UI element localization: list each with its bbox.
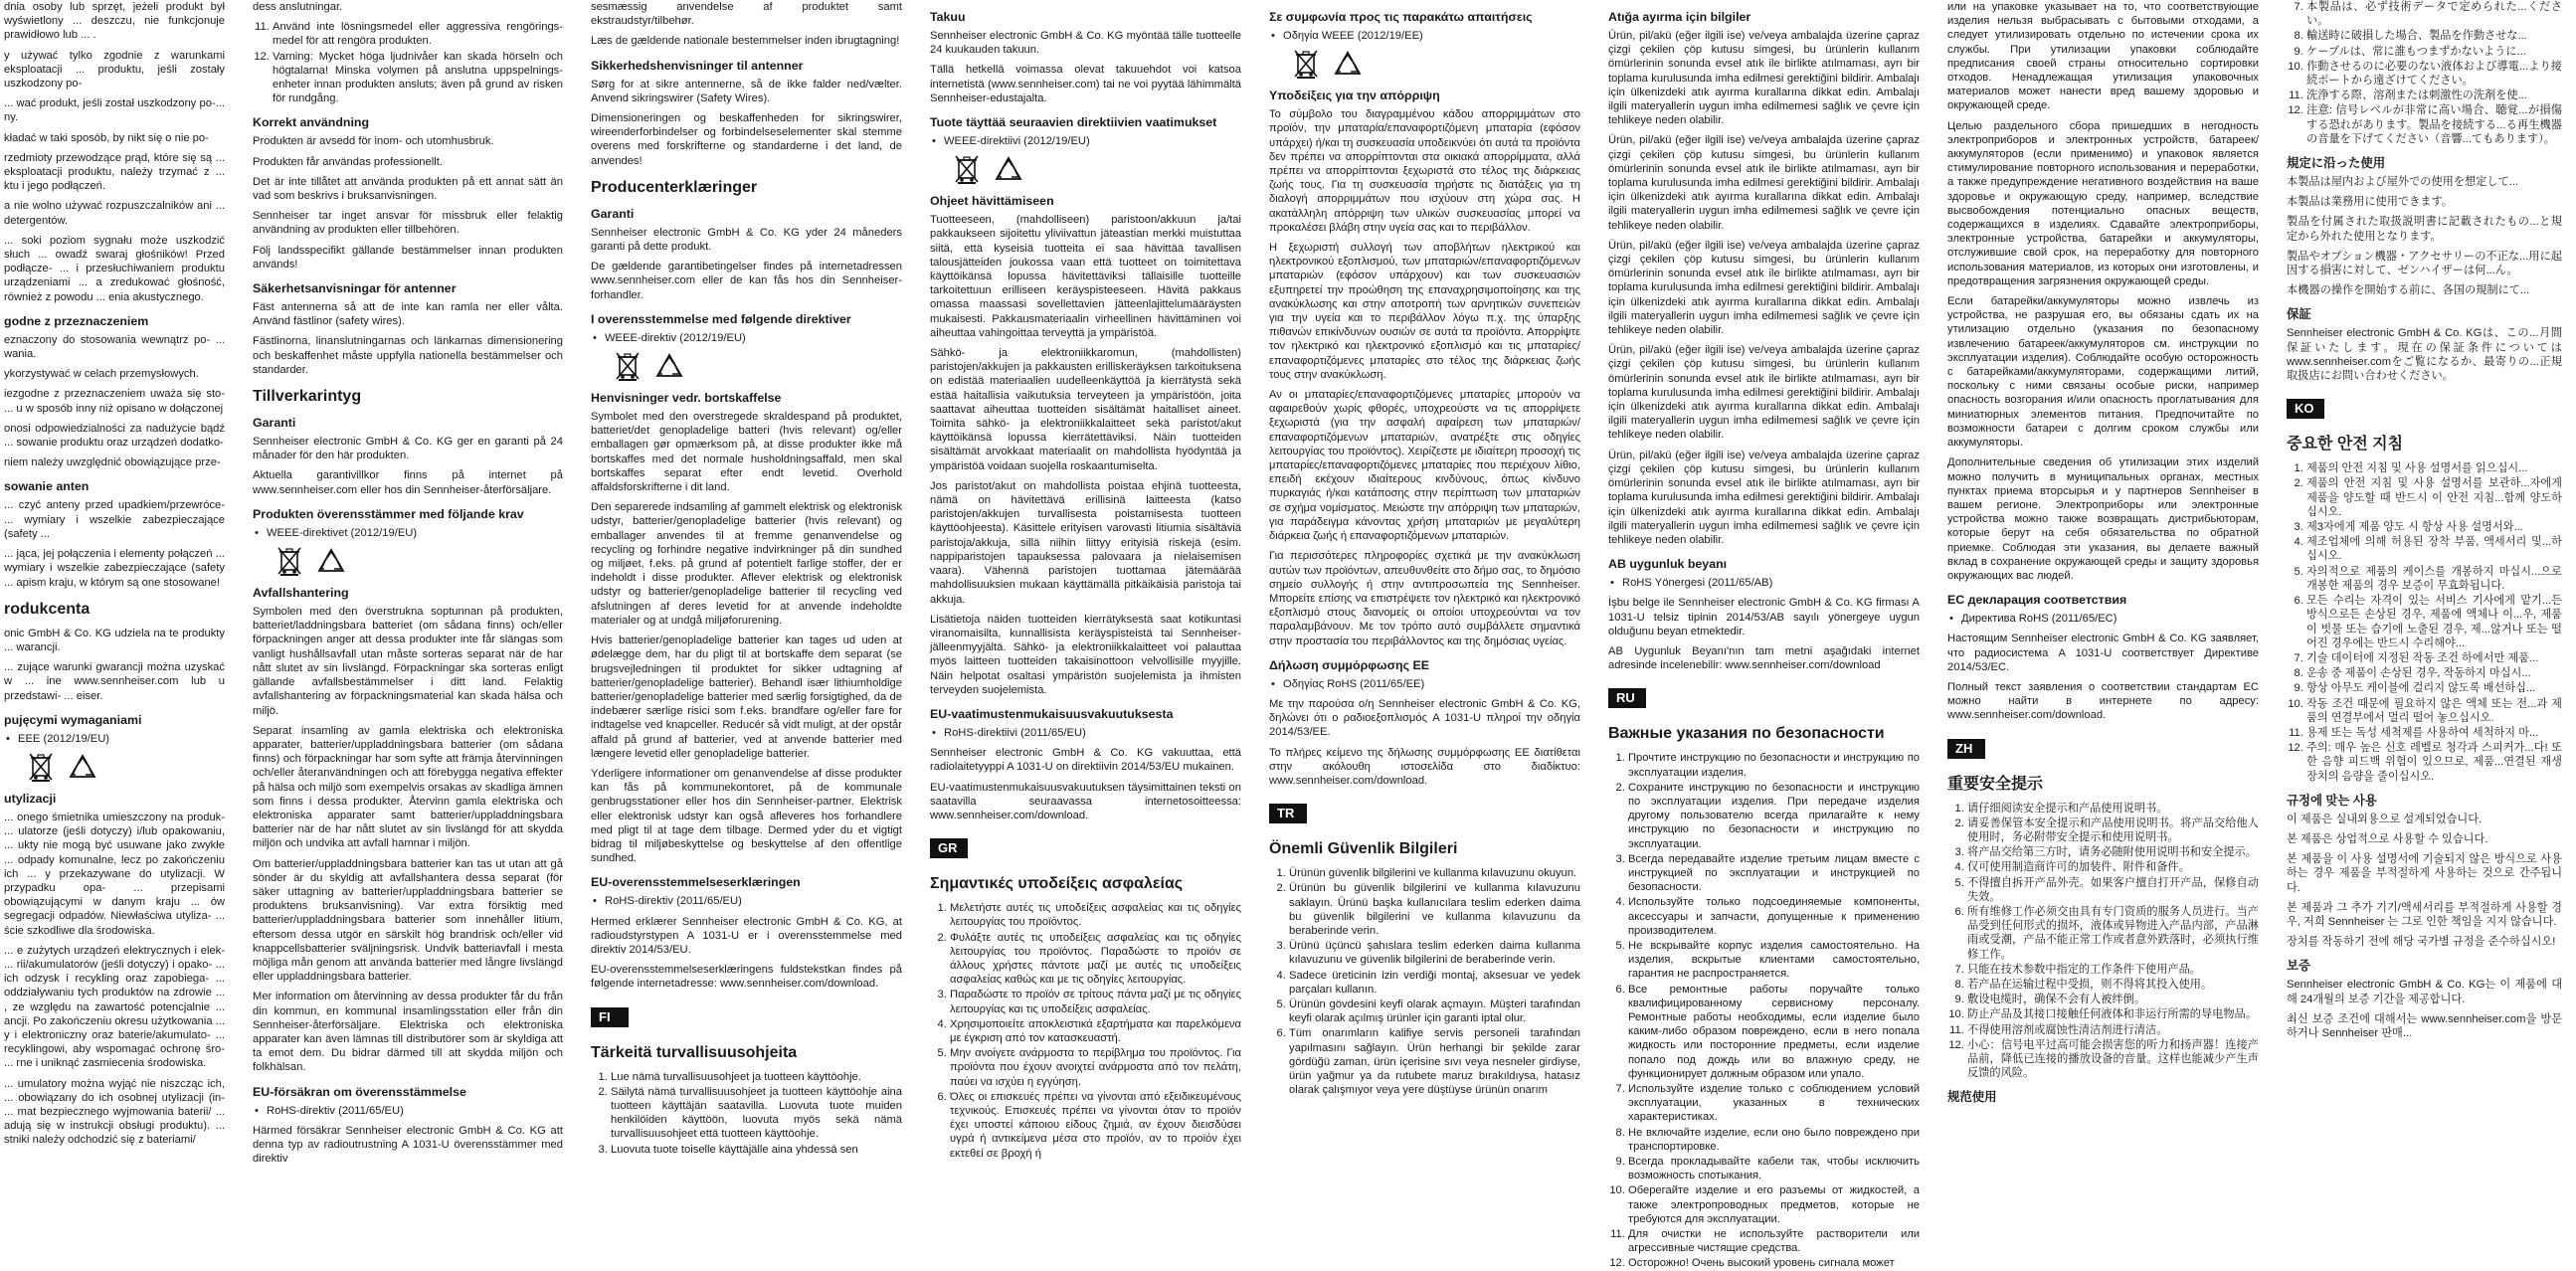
section-heading: pujęcymi wymaganiami — [4, 712, 142, 727]
list-item: 7. 기술 데이터에 지정된 작동 조건 하에서만 제품... — [2306, 651, 2562, 665]
paragraph: ... soki poziom sygnału może uszkodzić słuch ... owadź swaraj głośników! Przed podłącze- ... i przesłuchiwaniem produktu urządzeniami ... a zredukować głośność, również z powodu ... enia akustycznego. — [4, 234, 225, 303]
paragraph: Ürün, pil/akü (eğer ilgili ise) ve/veya ambalajda üzerine çapraz çizgi çekilen çöp kutusu simgesi, bu ürünlerin kullanım ömürlerinin sonunda evsel atık ile birlikte atılmaması, ayrı bir toplama kurulusunda imha edilmesi gerektiğini bildirir. Ambalajı için ülkenizdeki atık ayırma kurallarına dikkat edin. Ambalajı ilgili materyallerin uygun imha edilmemesi sağlık ve çevre için tehlikeye neden olabilir. — [1608, 239, 1920, 337]
list-item: • Директива RoHS (2011/65/ЕС) — [1961, 612, 2259, 626]
language-code-label: TR — [1269, 804, 1307, 823]
list-item: 2. Φυλάξτε αυτές τις υποδείξεις ασφαλείας και τις οδηγίες λειτουργίας του προϊόντος. Παραδώστε το προϊόν σε άλλους χρήστες πάντοτε μαζί με αυτές τις υποδείξεις ασφαλείας καθώς και με τις οδηγίες λειτουργίας. — [950, 931, 1241, 988]
numbered-list — [2287, 461, 2562, 783]
list-item: 7. Используйте изделие только с соблюдением условий эксплуатации, указанных в технических характеристиках. — [1628, 1082, 1920, 1125]
paragraph: Sennheiser electronic GmbH & Co. KG ger en garanti på 24 månader för den här produkten. — [253, 436, 563, 462]
list-item: 4. Используйте только подсоединяемые компоненты, аксессуары и запчасти, допущенные к применению производителем. — [1628, 895, 1920, 938]
list-item: 8. 운송 중 제품이 손상된 경우, 작동하지 마십시... — [2306, 666, 2562, 680]
crossed-bin-icon — [615, 351, 641, 381]
list-item: 10. 作動させるのに必要のない液体および導電...より接続ポートから遠ざけてください。 — [2306, 60, 2562, 88]
section-heading: EU-försäkran om överensstämmelse — [253, 1084, 466, 1099]
paragraph: Mer information om återvinning av dessa produkter får du från din kommun, en kommunal insamlingsstation eller från din Sennheiser-återförsäljare. Elektriska och elektroniska apparater kan även lämnas till distributörer som är skyldiga att ta emot dem. Du bidrar därmed till att skydda miljön och folkhälsan. — [253, 991, 563, 1074]
bullet-list — [591, 894, 902, 908]
paragraph: Separat insamling av gamla elektriska och elektroniska apparater, batterier/uppladdningsbara batterier (om sådana finns) och förpackningar har som syfte att främja återvinningen och/eller återanvändningen och att förebygga negativa effekter på hälsa och miljö som exempelvis orsakas av skadliga ämnen som finns i dessa produkter. Återvinn gamla elektriska och elektroniska apparater samt batterier/uppladdningsbara batterier när de har nått slutet av sin livslängd för att skydda miljön och undvika att avfall hamnar i miljön. — [253, 724, 563, 850]
language-section-marker — [591, 998, 902, 1033]
paragraph: Sennheiser tar inget ansvar för missbruk eller felaktig användning av produkten eller tillbehören. — [253, 210, 563, 237]
disposal-symbols — [276, 546, 563, 576]
section-heading: Avfallshantering — [253, 586, 349, 601]
list-item: 7. 本製品は、必ず技術データで定められた...ください。 — [2306, 0, 2562, 28]
list-item: 12. Varning: Mycket höga ljudnivåer kan skada hörseln och högtalarna! Minska volymen på anslutna uppspelnings-enheter innan produkten ansluts; även på grund av risken för rundgång. — [273, 50, 563, 106]
list-item: 5. Ürünün gövdesini keyfi olarak açmayın. Müşteri tarafından keyfi olarak açılmış ürünler için garanti iptal olur. — [1289, 998, 1580, 1025]
paragraph: 본 제품을 이 사용 설명서에 기술되지 않은 방식으로 사용하는 경우 제품을 부적절하게 사용하는 것으로 간주됩니다. — [2287, 853, 2562, 894]
section-heading: Önemli Güvenlik Bilgileri — [1269, 840, 1458, 858]
paragraph: eznaczony do stosowania wewnątrz po- ... wania. — [4, 333, 225, 361]
crossed-bin-icon — [276, 546, 302, 576]
paragraph: Ürün, pil/akü (eğer ilgili ise) ve/veya ambalajda üzerine çapraz çizgi çekilen çöp kutusu simgesi, bu ürünlerin kullanım ömürlerinin sonunda evsel atık ile birlikte atılmaması, ayrı bir toplama kurulusunda imha edilmesi gerektiğini bildirir. Ambalajı için ülkenizdeki atık ayırma kurallarına dikkat edin. Ambalajı ilgili materyallerin uygun imha edilmemesi sağlık ve çevre için tehlikeye neden olabilir. — [1608, 344, 1920, 442]
paragraph: Για περισσότερες πληροφορίες σχετικά με την ανακύκλωση αυτών των προϊόντων, απευθυνθείτε στο δήμο σας, το δημόσιο σημείο συλλογής ή στην αντιπροσωπεία της Sennheiser. Μπορείτε επίσης να επιστρέψετε τον ηλεκτρικό και ηλεκτρονικό εξοπλισμό στους διανομείς οι οποίοι υποχρεούνται να τον παραλαμβάνουν. Με τον τρόπο αυτό συμβάλλετε σημαντικά στην προστασία του περιβάλλοντος και της δημόσιας υγείας. — [1269, 550, 1580, 647]
paragraph: Με την παρούσα ο/η Sennheiser electronic GmbH & Co. KG, δηλώνει ότι ο ραδιοεξοπλισμός A 1031-U πληροί την οδηγία 2014/53/ΕΕ. — [1269, 697, 1580, 739]
disposal-symbols — [954, 154, 1241, 184]
section-heading: sowanie anten — [4, 479, 90, 494]
paragraph: Aktuella garantivillkor finns på internet på www.sennheiser.com eller hos din Sennheiser-återförsäljare. — [253, 469, 563, 496]
list-item: 12. Осторожно! Очень высокий уровень сигнала может — [1628, 1256, 1920, 1270]
section-heading: Важные указания по безопасности — [1608, 725, 1885, 743]
bullet-list — [1947, 612, 2259, 626]
column-danish — [577, 0, 916, 1171]
language-section-marker — [1269, 794, 1580, 829]
list-item: 9. Всегда прокладывайте кабели так, чтобы исключить возможность спотыкания. — [1628, 1155, 1920, 1182]
list-item: 2. 请妥善保管本安全提示和产品使用说明书。将产品交给他人使用时，务必附带安全提示和使用说明书。 — [1967, 817, 2259, 844]
recycle-triangle-icon — [654, 352, 684, 380]
language-code-label: RU — [1608, 688, 1646, 708]
paragraph: Fästlinorna, linanslutningarnas och länkarnas dimensionering och beskaffenhet måste uppfylla nationella bestämmelser och standarder. — [253, 335, 563, 376]
list-item: 4. Χρησιμοποιείτε αποκλειστικά εξαρτήματα και παρελκόμενα με έγκριση από τον κατασκευαστή. — [950, 1017, 1241, 1045]
list-item: 9. ケーブルは、常に誰もつまずかないように... — [2306, 45, 2562, 59]
paragraph: Om batterier/uppladdningsbara batterier kan tas ut utan att gå sönder är du skyldig att avfallshantera dessa separat (för säker uttagning av batterier/uppladdningsbara batterier se produktens bruksanvisning). Var extra försiktig med batterier/uppladdningsbara batterier som innehåller litium, eftersom dessa utgör en särskilt hög brandrisk och/eller vid knappcellsbatterier sväljningsrisk. Undvik batteriavfall i mesta möjliga mån genom att använda batterier med långre livslängd eller uppladdningsbara batterier. — [253, 857, 563, 984]
list-item: 3. Παραδώστε το προϊόν σε τρίτους πάντα μαζί με τις οδηγίες λειτουργίας και τις υποδείξεις ασφαλείας. — [950, 988, 1241, 1015]
paragraph: Целью раздельного сбора пришедших в негодность электроприборов и электронных устройств, батареек/аккумуляторов (если применимо) и упаковок является стимулирование повторного использования и переработки, а также предупреждение негативного воздействия на ваше здоровье и окружающую среду, например, вследствие высвобождения потенциально опасных веществ, содержащихся в изделиях. Сдавайте электроприборы, электронные устройства, батарейки и аккумуляторы, отслужившие свой срок, на переработку для повторного использования материалов, из которых они изготовлены, и предотвращения загрязнения окружающей среды. — [1947, 119, 2259, 287]
paragraph: Följ landsspecifikt gällande bestämmelser innan produkten används! — [253, 244, 563, 271]
bullet-list — [1608, 576, 1920, 590]
language-section-marker — [2287, 389, 2562, 425]
section-heading: 규정에 맞는 사용 — [2287, 793, 2377, 808]
list-item: 5. 不得擅自拆开产品外壳。如果客户擅自打开产品，保修自动失效。 — [1967, 876, 2259, 904]
paragraph: 製品やオプション機器・アクセサリーの不正な...用に起因する損害に対して、ゼンハイザーは何...ん。 — [2287, 250, 2562, 277]
section-heading: Tillverkarintyg — [253, 388, 362, 406]
numbered-list — [2287, 0, 2562, 146]
section-heading: 規定に沿った使用 — [2287, 156, 2386, 171]
paragraph: ... jąca, jej połączenia i elementy połączeń ... wymiary i wszelkie zabezpieczające (safety ... apism kraju, w którym są one stosowane! — [4, 548, 225, 589]
list-item: 6. 所有维修工作必须交由具有专门资质的服务人员进行。当产品受到任何形式的损坏，液体或异物进入产品内部，产品淋雨或受潮，产品不能正常工作或者意外跌落时，必须执行维修工作。 — [1967, 905, 2259, 962]
paragraph: a nie wolno używać rozpuszczalników ani ... detergentów. — [4, 200, 225, 227]
section-heading: Säkerhetsanvisningar för antenner — [253, 281, 457, 296]
list-item: 9. 敷设电缆时，确保不会有人被绊倒。 — [1967, 993, 2259, 1006]
crossed-bin-icon — [1293, 49, 1319, 79]
list-item: 12. 注意: 信号レベルが非常に高い場合、聴覚...が損傷する恐れがあります。製品を接続する...る再生機器の音量を下げてください（音響...てもあります）。 — [2306, 103, 2562, 146]
list-item: 10. Оберегайте изделие и его разъемы от жидкостей, а также электропроводных предметов, которые не требуются для эксплуатации. — [1628, 1183, 1920, 1226]
numbered-list — [591, 1070, 902, 1157]
language-code-label: GR — [930, 838, 968, 858]
paragraph: ... umulatory można wyjąć nie niszcząc ich, ... obowiązany do ich osobnej utylizacji (in- ... mat bezpiecznego wyjmowania baterii/ ... adują się w instrukcji obsługi produktu). ... stniki należy odchodzić się z bateriami/ — [4, 1077, 225, 1147]
column-russian-chinese — [1933, 0, 2273, 1171]
section-heading: Tärkeitä turvallisuusohjeita — [591, 1043, 798, 1061]
crossed-bin-icon — [28, 752, 54, 782]
section-heading: EU-vaatimustenmukaisuusvakuutuksesta — [930, 706, 1174, 721]
bullet-list — [4, 732, 225, 746]
section-heading: godne z przeznaczeniem — [4, 313, 149, 328]
column-polish — [0, 0, 239, 1171]
paragraph: EU-vaatimustenmukaisuusvakuutuksen täysimittainen teksti on saatavilla seuraavassa internetosoitteessa: www.sennheiser.com/download. — [930, 781, 1241, 821]
paragraph: EU-overensstemmelseserklæringens fuldstekstkan findes på følgende internetadresse: www.sennheiser.com/download. — [591, 964, 902, 991]
paragraph: 本製品は業務用に使用できます。 — [2287, 196, 2453, 209]
numbered-list — [1947, 802, 2259, 1081]
section-heading: Υποδείξεις για την απόρριψη — [1269, 89, 1440, 103]
paragraph: 본 제품은 상업적으로 사용할 수 있습니다. — [2287, 832, 2488, 845]
bullet-list — [253, 1104, 563, 1118]
column-swedish — [239, 0, 577, 1171]
section-heading: ЕС декларация соответствия — [1947, 593, 2127, 608]
paragraph: Tällä hetkellä voimassa olevat takuuehdot voi katsoa internetistä (www.sennheiser.com) tai ne voi pyytää lähimmältä Sennheiser-edustajalta. — [930, 64, 1241, 104]
paragraph: Полный текст заявления о соответствии стандартам ЕС можно найти в интернете по адресу: www.sennheiser.com/download. — [1947, 680, 2259, 722]
paragraph: AB Uygunluk Beyanı'nın tam metni aşağıdaki internet adresinde incelenebilir: www.sennheiser.com/download — [1608, 644, 1920, 672]
paragraph: onosi odpowiedzialności za nadużycie bądź ... sowanie produktu oraz urządzeń dodatko- — [4, 422, 225, 450]
list-item: 11. Använd inte lösningsmedel eller aggressiva rengörings-medel för att rengöra produkten. — [273, 20, 563, 48]
list-item: 8. Не включайте изделие, если оно было повреждено при транспортировке. — [1628, 1126, 1920, 1154]
list-item: 11. 용제 또는 독성 세척제를 사용하여 세척하지 마... — [2306, 726, 2562, 740]
paragraph: Sennheiser electronic GmbH & Co. KGは、この...月間保証いたします。現在の保証条件についてはwww.sennheiser.comをご覧になるか、最寄りの...正規取扱店にお問い合わせください。 — [2287, 327, 2562, 383]
list-item: 3. 제3자에게 제품 양도 시 항상 사용 설명서와... — [2306, 520, 2562, 534]
recycle-triangle-icon — [316, 547, 346, 575]
numbered-list — [253, 20, 563, 105]
paragraph: dnia osoby lub sprzęt, jeżeli produkt był wyświetlony ... deszczu, nie funkcjonuje prawidłowo lub ... . — [4, 1, 225, 42]
paragraph: ... zujące warunki gwarancji można uzyskać w ... ine www.sennheiser.com lub u przedstawi- ... eiser. — [4, 661, 225, 702]
paragraph: Если батарейки/аккумуляторы можно извлечь из устройства, не разрушая его, вы обязаны сдать их на утилизацию отдельно (указания по безопасному извлечению батареек/аккумуляторов см. инструкции по эксплуатации изделия). Соблюдайте особую осторожность с батарейками/аккумуляторами, содержащими литий, поскольку с ними связаны особые риски, например опасность возгорания и/или опасность проглатывания для миниатюрных элементов питания. Предпочитайте по возможности батареи с долгим сроком службы или аккумуляторы. — [1947, 295, 2259, 450]
recycle-triangle-icon — [68, 753, 97, 781]
paragraph: Lisätietoja näiden tuotteiden kierrätyksestä saat kotikuntasi viranomaisilta, kunnallisista keräyspisteistä tai Sennheiser-jälleenmyyjältä. Sähkö- ja elektroniikkalaitteet voi palauttaa myös laitteen tuotteiden takaisinottoon velvollisille myyjille. Näin helpotat osaltasi ympäristön suojelemista ja ihmisten terveyden suojelemista. — [930, 613, 1241, 696]
section-heading: Ohjeet hävittämiseen — [930, 194, 1054, 209]
paragraph: ... e zużytych urządzeń elektrycznych i elek- ... rii/akumulatorów (jeśli dotyczy) i opako- ... ich odzysk i recykling oraz zapobiega- ... oddziaływaniu tych produktów na zdrowie ... , ze względu na zawartość potencjalnie ... ancji. Po zakończeniu okresu użytkowania ... y i elektroniczny oraz baterie/akumulato- ... recyklingowi, aby wspomagać ochronę śro- ... rne i uniknąć zasmiecenia środowiska. — [4, 944, 226, 1070]
disposal-symbols — [28, 752, 225, 782]
paragraph: 장치를 작동하기 전에 해당 국가별 규정을 준수하십시오! — [2287, 936, 2556, 949]
numbered-list — [1269, 866, 1580, 1097]
paragraph: Дополнительные сведения об утилизации этих изделий можно получить в муниципальных органах, местных пунктах приема вторсырья и у партнеров Sennheiser в вашем регионе. Электроприборы или электронные устройства можно также возвращать дистрибьюторам, которые берут на себя обязательства по обратной приемке. Соблюдая эти указания, вы делаете важный вклад в сохранение окружающей среды и защиту здоровья окружающих вас людей. — [1947, 456, 2259, 582]
section-heading: Δήλωση συμμόρφωσης ΕΕ — [1269, 657, 1430, 672]
paragraph: 이 제품은 실내외용으로 설계되었습니다. — [2287, 813, 2483, 825]
list-item: 6. 모든 수리는 자격이 있는 서비스 기사에게 맡기...든 방식으로든 손상된 경우, 제품에 액체나 이...우, 제품이 빗물 또는 습기에 노출된 경우, 제...않거나 또는 떨어진 경우에는 반드시 수리해야... — [2306, 594, 2562, 650]
list-item: 1. 제품의 안전 지침 및 사용 설명서를 읽으십시... — [2306, 461, 2562, 475]
paragraph: Yderligere informationer om genanvendelse af disse produkter kan fås på kommunekontoret, på de kommunale genbrugsstationer eller hos din Sennheiser-partner. Elektrisk eller elektronisk udstyr kan også afleveres hos forhandlere med pligt til at tage dem tilbage. Dermed yder du et vigtigt bidrag til miljøbeskyttelse og beskyttelse af den offentlige sundhed. — [591, 767, 902, 865]
list-item: 2. Ürünün bu güvenlik bilgilerini ve kullanma kılavuzunu saklayın. Ürünü başka kullanıcılara teslim ederken daima bu güvenlik bilgilerini ve kullanma kılavuzunu da beraberinde verin. — [1289, 881, 1580, 938]
paragraph: 本機器の操作を開始する前に、各国の規制にて... — [2287, 284, 2530, 297]
section-heading: Producenterklæringer — [591, 178, 758, 196]
paragraph: onic GmbH & Co. KG udziela na te produkty ... warancji. — [4, 627, 225, 653]
column-turkish-russian — [1594, 0, 1933, 1270]
paragraph: y używać tylko zgodnie z warunkami eksploatacji ... produktu, jeśli zostały uszkodzony po- — [4, 49, 225, 91]
paragraph: Ürün, pil/akü (eğer ilgili ise) ve/veya ambalajda üzerine çapraz çizgi çekilen çöp kutusu simgesi, bu ürünlerin kullanım ömürlerinin sonunda evsel atık ile birlikte atılmaması, ayrı bir toplama kurulusunda imha edilmesi gerektiğini bildirir. Ambalajı için ülkenizdeki atık ayırma kurallarına dikkat edin. Ambalajı ilgili materyallerin uygun imha edilmemesi sağlık ve çevre için tehlikeye neden olabilir. — [1608, 30, 1920, 127]
section-heading: Korrekt användning — [253, 115, 370, 130]
paragraph: iezgodne z przeznaczeniem uważa się sto- ... u w sposób inny niż opisano w dołączonej — [4, 388, 225, 415]
section-heading: Garanti — [591, 206, 635, 221]
paragraph: Symbolet med den overstregede skraldespand på produktet, batteriet/det genopladelige batteri (hvis relevant) og/eller emballagen gør opmærksom på, at disse produkter ikke må bortskaffes med det normale husholdningsaffald, men skal bortskaffes separat efter endt levetid. Overhold affaldsforskrifterne i dit land. — [591, 411, 902, 494]
bullet-list — [591, 331, 902, 345]
paragraph: Sørg for at sikre antennerne, så de ikke falder ned/vælter. Anvend sikringswirer (Safety Wires). — [591, 78, 902, 104]
paragraph: Sennheiser electronic GmbH & Co. KG yder 24 måneders garanti på dette produkt. — [591, 226, 902, 254]
disposal-symbols — [1293, 49, 1580, 79]
list-item: • RoHS-direktiv (2011/65/EU) — [267, 1104, 563, 1118]
paragraph: ... onego śmietnika umieszczony na produk- ... ulatorze (jeśli dotyczy) i/lub opakowaniu, ... ukty nie mogą być usuwane jako zwykłe ... odpady komunalne, lecz po zakończeniu ich ... y przekazywane do utylizacji. W przypadku opa- ... przepisami obowiązującymi w danym kraju ... ów segregacji odpadów. Niewłaściwa utyliza- ... ście szkodliwe dla środowiska. — [4, 811, 225, 937]
disposal-symbols — [615, 351, 902, 381]
list-item: 2. Сохраните инструкцию по безопасности и инструкцию по эксплуатации изделия. При передаче изделия другому пользователю всегда прилагайте к нему инструкцию по безопасности и инструкцию по эксплуатации. — [1628, 781, 1920, 851]
paragraph: Härmed försäkrar Sennheiser electronic GmbH & Co. KG att denna typ av radioutrustning A 1031-U överensstämmer med direktiv — [253, 1124, 563, 1166]
language-section-marker — [1608, 678, 1920, 714]
list-item: 1. Lue nämä turvallisuusohjeet ja tuotteen käyttöohje. — [611, 1070, 902, 1084]
paragraph: 本製品は屋内および屋外での使用を想定して... — [2287, 176, 2519, 189]
section-heading: Produkten överensstämmer med följande krav — [253, 506, 524, 521]
paragraph: Ürün, pil/akü (eğer ilgili ise) ve/veya ambalajda üzerine çapraz çizgi çekilen çöp kutusu simgesi, bu ürünlerin kullanım ömürlerinin sonunda evsel atık ile birlikte atılmaması, ayrı bir toplama kurulusunda imha edilmesi gerektiğini bildirir. Ambalajı için ülkenizdeki atık ayırma kurallarına dikkat edin. Ambalajı ilgili materyallerin uygun imha edilmemesi sağlık ve çevre için tehlikeye neden olabilir. — [1608, 134, 1920, 232]
paragraph: Το σύμβολο του διαγραμμένου κάδου απορριμμάτων στο προϊόν, την μπαταρία/επαναφορτιζόμενη μπαταρία (εφόσον υπάρχει) ή/και τη συσκευασία υποδεικνύει ότι αυτά τα προϊόντα δεν πρέπει να απορρίπτονται στα οικιακά απορρίμματα, αλλά πρέπει να απορρίπτονται ξεχωριστά στο τέλος της διάρκειας ζωής τους. Για τη συσκευασία τηρήστε τις διατάξεις για τη διαλογή απορριμμάτων που ισχύουν στη χώρα σας. Η ακατάλληλη απόρριψη των υλικών συσκευασίας μπορεί να προκαλέσει βλάβη στην υγεία σας και το περιβάλλον. — [1269, 108, 1580, 234]
list-item: 7. 只能在技术参数中指定的工作条件下使用产品。 — [1967, 963, 2259, 977]
paragraph: rzedmioty przewodzące prąd, które się są ... eksploatacji produktu, należy trzymać z ... ktu i jego podłączeń. — [4, 151, 225, 193]
list-item: 5. Μην ανοίγετε ανάρμοστα το περίβλημα του προϊόντος. Για προϊόντα που έχουν ανοιχτεί ανάρμοστα από τον πελάτη, παύει να ισχύει η εγγύηση. — [950, 1046, 1241, 1089]
language-code-label: FI — [591, 1007, 629, 1027]
bullet-list — [930, 134, 1241, 148]
paragraph: Tuotteeseen, (mahdolliseen) paristoon/akkuun ja/tai pakkaukseen sijoitettu yliviivattun jäteastian merkki muistuttaa siitä, että kyseisiä tuotteita ei saa hävittää tavallisen talousjätteiden joukossa vaan että tuotteet on toimitettava käyttöikänsä lopussa hävitettäviksi tällaisille tuotteille tarkoitettuun erilliseen keräyspisteeseen. Hävitä pakkaus omassa maassasi sovellettavien jätteenlajittelumääräysten mukaisesti. Pakkausmateriaalin virheellinen hävittäminen voi aiheuttaa vahingoittaa terveyttä ja ympäristöä. — [930, 214, 1241, 339]
recycle-triangle-icon — [994, 155, 1023, 183]
paragraph: Hvis batterier/genopladelige batterier kan tages ud uden at ødelægge dem, har du pligt til at bortskaffe dem separat (se brugsvejledningen til produktet for sikker udtagning af batterier/genopladelige batterier). Behandl især lithiumholdige batterier/genopladelige batterier med særlig forsigtighed, da de indebærer særlige risici som f.eks. brandfare og/eller fare for indtagelse ved knapceller. Reducér så vidt muligt, at der opstår affald på grund af batterier, ved at anvende batterier med længere levetid eller genopladelige batterier. — [591, 635, 902, 760]
list-item: • EEE (2012/19/EU) — [18, 732, 225, 746]
paragraph: ykorzystywać w celach przemysłowych. — [4, 368, 199, 381]
section-heading: I overensstemmelse med følgende direktiver — [591, 311, 851, 326]
section-heading: 중요한 안전 지침 — [2287, 436, 2404, 454]
paragraph: Læs de gældende nationale bestemmelser inden ibrugtagning! — [591, 35, 900, 48]
paragraph: Η ξεχωριστή συλλογή των αποβλήτων ηλεκτρικού και ηλεκτρονικού εξοπλισμού, των μπαταριών/επαναφορτιζόμενων μπαταριών (εφόσον υπάρχουν) και των συσκευασιών εξυπηρετεί την προώθηση της επαναχρησιμοποίησης και της ανακύκλωσης και στην αποτροπή των αρνητικών συνεπειών για την υγεία και το περιβάλλον λόγω π.χ. της ύπαρξης πιθανών επικίνδυνων ουσιών σε αυτά τα προϊόντα. Απορρίψτε τον ηλεκτρικό και ηλεκτρονικό εξοπλισμό και τις μπαταρίες/επαναφορτιζόμενες μπαταρίες στο τέλος της διάρκειας ζωής τους στην ανακύκλωση. — [1269, 242, 1580, 381]
paragraph: Dimensioneringen og beskaffenheden for sikringswirer, wireenderforbindelser og forbindelseselementer skal stemme overens med forskrifterne og standarderne i det land, de anvendes! — [591, 112, 902, 167]
paragraph: ... czyć anteny przed upadkiem/przewróce- ... wymiary i wszelkie zabezpieczające (safety ... — [4, 499, 225, 540]
paragraph: Ürün, pil/akü (eğer ilgili ise) ve/veya ambalajda üzerine çapraz çizgi çekilen çöp kutusu simgesi, bu ürünlerin kullanım ömürlerinin sonunda evsel atık ile birlikte atılmaması, ayrı bir toplama kurulusunda imha edilmesi gerektiğini bildirir. Ambalajı için ülkenizdeki atık ayırma kurallarına dikkat edin. Ambalajı ilgili materyallerin uygun imha edilmemesi sağlık ve çevre için tehlikeye neden olabilir. — [1608, 449, 1920, 546]
section-heading: Takuu — [930, 10, 966, 24]
paragraph: kładać w taki sposób, by nikt się o nie po- — [4, 131, 209, 144]
list-item: 5. Не вскрывайте корпус изделия самостоятельно. На изделия, вскрытые клиентами самостоятельно, гарантия не распространяется. — [1628, 939, 1920, 982]
list-item: 1. Прочтите инструкцию по безопасности и инструкцию по эксплуатации изделия. — [1628, 751, 1920, 779]
column-finnish — [916, 0, 1255, 1171]
list-item: 4. 仅可使用制造商许可的加装件、附件和备件。 — [1967, 860, 2259, 874]
language-section-marker — [1947, 729, 2259, 765]
list-item: 5. 자의적으로 제품의 케이스를 개봉하지 마십시...으로 개봉한 제품의 경우 보증이 무효화됩니다. — [2306, 565, 2562, 593]
column-greek — [1255, 0, 1594, 1171]
column-japanese-korean — [2273, 0, 2576, 1171]
section-heading: 보증 — [2287, 959, 2310, 974]
paragraph: İşbu belge ile Sennheiser electronic GmbH & Co. KG firması A 1031-U telsiz tipinin 2014/53/AB sayılı yönergeye uygun olduğunu beyan etmektedir. — [1608, 597, 1920, 637]
section-heading: Henvisninger vedr. bortskaffelse — [591, 391, 782, 406]
list-item: 4. 제조업체에 의해 허용된 장착 부품, 액세서리 및...하십시오. — [2306, 535, 2562, 563]
paragraph: 최신 보증 조건에 대해서는 www.sennheiser.com을 방문하거나 Sennheiser 판매... — [2287, 1012, 2562, 1039]
section-heading: Σημαντικές υποδείξεις ασφαλείας — [930, 875, 1184, 893]
list-item: 12. 주의: 매우 높은 신호 레벨로 청각과 스피커가...다! 또한 음향 피드백 위험이 있으므로, 제품...연결된 재생 장치의 음량을 줄이십시오. — [2306, 741, 2562, 784]
section-heading: EU-overensstemmelseserklæringen — [591, 875, 801, 890]
recycle-triangle-icon — [1333, 50, 1363, 78]
paragraph: Настоящим Sennheiser electronic GmbH & Co. KG заявляет, что радиосистема A 1031-U соответствует Директиве 2014/53/EC. — [1947, 633, 2259, 673]
list-item: • RoHS Yönergesi (2011/65/AB) — [1622, 576, 1920, 590]
list-item: • Οδηγίας RoHS (2011/65/EE) — [1283, 677, 1580, 691]
list-item: 3. Ürünü üçüncü şahıslara teslim ederken daima kullanma kılavuzunu ve güvenlik bilgilerini de beraberinde verin. — [1289, 939, 1580, 967]
list-item: • WEEE-direktiv (2012/19/EU) — [605, 331, 902, 345]
section-heading: utylizacji — [4, 791, 57, 806]
section-heading: 重要安全提示 — [1947, 775, 2044, 793]
list-item: 10. 防止产品及其接口接触任何液体和非运行所需的导电物品。 — [1967, 1007, 2259, 1021]
list-item: • RoHS-direktiivi (2011/65/EU) — [944, 726, 1241, 740]
paragraph: Το πλήρες κείμενο της δήλωσης συμμόρφωσης ΕΕ διατίθεται στην ακόλουθη ιστοσελίδα στο διαδίκτυο: www.sennheiser.com/download. — [1269, 746, 1580, 787]
list-item: 3. Luovuta tuote toiselle käyttäjälle aina yhdessä sen — [611, 1143, 902, 1157]
paragraph: Fäst antennerna så att de inte kan ramla ner eller vålta. Använd fästlinor (safety wires). — [253, 301, 563, 328]
list-item: 8. 輸送時に破損した場合、製品を作動させな... — [2306, 29, 2562, 43]
paragraph: Produkten får användas professionellt. — [253, 155, 443, 168]
section-heading: 规范使用 — [1947, 1090, 1997, 1105]
language-section-marker — [930, 828, 1241, 864]
paragraph: Sennheiser electronic GmbH & Co. KG는 이 제품에 대해 24개월의 보증 기간을 제공합니다. — [2287, 979, 2562, 1005]
list-item: • Οδηγία WEEE (2012/19/EE) — [1283, 29, 1580, 43]
bullet-list — [930, 726, 1241, 740]
list-item: • WEEE-direktivet (2012/19/EU) — [267, 526, 563, 540]
paragraph: 製品を付属された取扱説明書に記載されたもの...と規定から外れた使用となります。 — [2287, 216, 2562, 243]
language-code-label: KO — [2287, 399, 2324, 419]
paragraph: Sennheiser electronic GmbH & Co. KG myöntää tälle tuotteelle 24 kuukauden takuun. — [930, 30, 1241, 57]
list-item: 8. 若产品在运输过程中受损，则不得将其投入使用。 — [1967, 978, 2259, 992]
paragraph: Sähkö- ja elektroniikkaromun, (mahdollisten) paristojen/akkujen ja pakkausten erilliskeräyksen tarkoituksena on edistää materiaalien uudelleenkäyttöä ja kierrätystä sekä estää haitallisia vaikutuksia terveyteen ja ympäristöön, joita saattavat aiheuttaa tuotteiden sisältämät haitalliset aineet. Toimita sähkö- ja elektroniikkalaitteet sekä paristot/akut käyttöikänsä lopussa kierrätettäviksi. Näin tuotteiden sisältämät arvokkaat materiaalit on mahdollista hyödyntää ja ympäristöä voidaan suojella roskaantumiselta. — [930, 347, 1241, 472]
paragraph: De gældende garantibetingelser findes på internetadressen www.sennheiser.com eller de kan fås hos din Sennheiser-forhandler. — [591, 261, 902, 301]
section-heading: Sikkerhedshenvisninger til antenner — [591, 58, 804, 73]
section-heading: Tuote täyttää seuraavien direktiivien vaatimukset — [930, 115, 1217, 130]
paragraph: Hermed erklærer Sennheiser electronic GmbH & Co. KG, at radioudstyrstypen A 1031-U er i overensstemmelse med direktiv 2014/53/EU. — [591, 915, 902, 956]
bullet-list — [1269, 29, 1580, 43]
list-item: 1. Μελετήστε αυτές τις υποδείξεις ασφαλείας και τις οδηγίες λειτουργίας του προϊόντος. — [950, 901, 1241, 929]
list-item: 6. Tüm onarımların kalifiye servis personeli tarafından yapılmasını sağlayın. Ürün herhangi bir şekilde zarar gördüğü zaman, ürün içerisine sıvı veya nesneler girdiyse, ürün yağmur ya da rutubete maruz bırakıldıysa, hatasız olarak çalışmıyor veya yere düştüyse ürünün onarım — [1289, 1026, 1580, 1097]
paragraph: sesmæssig anvendelse af produktet samt ekstraudstyr/tilbehør. — [591, 1, 902, 28]
list-item: 9. 항상 아무도 케이블에 걸리지 않도록 배선하십... — [2306, 681, 2562, 695]
paragraph: Den separerede indsamling af gammelt elektrisk og elektronisk udstyr, batterier/genopladelige batterier (hvis relevant) og emballager anvendes til at fremme genanvendelse og recycling og forhindre negative indvirkninger på din sundhed og miljøet, f.eks. på grund af potentielt farlige stoffer, der er indeholdt i disse produkter. Aflever elektrisk og elektronisk udstyr og batterier/genopladelige batterier til recycling ved afslutningen af deres levetid for at anvende indeholdte materialer og at undgå miljøforurening. — [591, 501, 902, 627]
list-item: • WEEE-direktiivi (2012/19/EU) — [944, 134, 1241, 148]
list-item: 10. 작동 조건 때문에 필요하지 않은 액체 또는 전...과 제품의 연결부에서 멀리 떨어 놓으십시오. — [2306, 697, 2562, 725]
numbered-list — [1608, 751, 1920, 1270]
list-item: 6. Όλες οι επισκευές πρέπει να γίνονται από εξειδικευμένους τεχνικούς. Επισκευές πρέπει να γίνονται όταν το προϊόν έχει υποστεί κάποιου είδους ζημιά, αν έχουν διεισδύσει υγρά ή αντικείμενα μέσα στο προϊόν, αν το προϊόν έχει εκτεθεί σε βροχή ή — [950, 1090, 1241, 1161]
list-item: 1. 请仔细阅读安全提示和产品使用说明书。 — [1967, 802, 2259, 816]
list-item: 4. Sadece üreticinin izin verdiği montaj, aksesuar ve yedek parçaları kullanın. — [1289, 969, 1580, 997]
section-heading: Σε συμφωνία προς τις παρακάτω απαιτήσεις — [1269, 10, 1533, 24]
section-heading: 保証 — [2287, 307, 2311, 322]
paragraph: Sennheiser electronic GmbH & Co. KG vakuuttaa, että radiolaitetyyppi A 1031-U on direktiivin 2014/53/EU mukainen. — [930, 747, 1241, 774]
section-heading: Atığa ayırma için bilgiler — [1608, 10, 1751, 24]
list-item: 11. 洗浄する際、溶剤または刺激性の洗剤を使... — [2306, 89, 2562, 102]
crossed-bin-icon — [954, 154, 980, 184]
paragraph: Produkten är avsedd för inom- och utomhusbruk. — [253, 135, 494, 148]
language-code-label: ZH — [1947, 739, 1985, 759]
paragraph: Det är inte tillåtet att använda produkten på ett annat sätt än vad som beskrivs i bruksanvisningen. — [253, 175, 563, 203]
paragraph: niem należy uwzględnić obowiązujące prze- — [4, 456, 221, 469]
list-item: 1. Ürünün güvenlik bilgilerini ve kullanma kılavuzunu okuyun. — [1289, 866, 1580, 880]
paragraph: dess anslutningar. — [253, 1, 343, 13]
list-item: • RoHS-direktiv (2011/65/EU) — [605, 894, 902, 908]
section-heading: AB uygunluk beyanı — [1608, 557, 1728, 572]
numbered-list — [930, 901, 1241, 1161]
paragraph: ... wać produkt, jeśli został uszkodzony po-... ny. — [4, 97, 225, 124]
list-item: 3. 将产品交给第三方时，请务必随附使用说明书和安全提示。 — [1967, 845, 2259, 859]
paragraph: Symbolen med den överstrukna soptunnan på produkten, batteriet/laddningsbara batteriet (om sådana finns) och/eller förpackningen anger att dessa produkter inte får slängas som vanligt hushållsavfall utan måste sorteras separat när de har nått slutet av sin livslängd. Förpackningar ska sorteras enligt gällande avfallsbestämmelser i ditt land. Felaktig avfallshantering av förpackningsmaterial kan skada hälsa och miljö. — [253, 606, 563, 717]
list-item: 3. Всегда передавайте изделие третьим лицам вместе с инструкцией по эксплуатации и инструкцией по безопасности. — [1628, 852, 1920, 895]
paragraph: Jos paristot/akut on mahdollista poistaa ehjinä tuotteesta, nämä on hävitettävä erillisinä laitteesta (katso paristojen/akkujen turvallisesta poistamisesta tuotteen käyttöohjeesta). Käsittele erityisen varovasti litiumia sisältäviä paristoja/akkuja, sillä niihin liittyy erityisiä riskejä (esim. nappiparistojen tapauksessa palovaara ja nielaisemisen vaara). Vähennä paristojen tuottamaa jätemäärää mahdollisuuksien mukaan käyttämällä pitkäikäisiä paristoja tai akkuja. — [930, 479, 1241, 606]
paragraph: Αν οι μπαταρίες/επαναφορτιζόμενες μπαταρίες μπορούν να αφαιρεθούν χωρίς φθορές, υποχρεούστε να τις απορρίψετε ξεχωριστά (για την ασφαλή αφαίρεση των μπαταριών/επαναφορτιζόμενων μπαταριών, ανατρέξτε στις οδηγίες λειτουργίας του προϊόντος). Χειρίζεστε με ιδιαίτερη προσοχή τις μπαταρίες/επαναφορτιζόμενες μπαταρίες που περιέχουν λίθιο, επειδή εκέχουν ιδιαίτερους κινδύνους, όπως κίνδυνο πυρκαγιάς ή/και κατάποσης στην περίπτωση των μπαταριών σε σχήμα νομίσματος. Μειώστε την απόρριψη των μπαταριών, για παράδειγμα κάνοντας χρήση μπαταριών με μεγαλύτερη διάρκεια ζωής ή επαναφορτιζόμενων μπαταριών. — [1269, 389, 1580, 543]
paragraph: или на упаковке указывает на то, что соответствующие изделия нельзя выбрасывать с бытовыми отходами, а следует утилизировать отдельно по истечении срока их службы. При утилизации упаковки соблюдайте предписания своей страны относительно сортировки отходов. Ненадлежащая утилизация упаковочных материалов может нанести вред вашему здоровью и окружающей среде. — [1947, 1, 2259, 112]
list-item: 2. 제품의 안전 지침 및 사용 설명서를 보관하...자에게 제품을 양도할 때 반드시 이 안전 지침...함께 양도하십시오. — [2306, 476, 2562, 519]
list-item: 11. 不得使用溶剂或腐蚀性清洁剂进行清洁。 — [1967, 1023, 2259, 1037]
list-item: 12. 小心：信号电平过高可能会损害您的听力和扬声器！连接产品前，降低已连接的播放设备的音量。这样也能减少产生声反馈的风险。 — [1967, 1038, 2259, 1081]
list-item: 11. Для очистки не используйте растворители или агрессивные чистящие средства. — [1628, 1227, 1920, 1255]
section-heading: rodukcenta — [4, 600, 91, 618]
section-heading: Garanti — [253, 416, 296, 431]
paragraph: 본 제품과 그 추가 기기/액세서리를 부적절하게 사용할 경우, 저희 Sennheiser 는 그로 인한 책임을 지지 않습니다. — [2287, 901, 2562, 928]
bullet-list — [1269, 677, 1580, 691]
list-item: 6. Все ремонтные работы поручайте только квалифицированному сервисному персоналу. Ремонтные работы необходимы, если изделие было каким-либо образом повреждено, если в него попала жидкость или посторонние предметы, если изделие попало под дождь или во влажную среду, не функционирует должным образом или упало. — [1628, 983, 1920, 1081]
list-item: 2. Säilytä nämä turvallisuusohjeet ja tuotteen käyttöohje aina tuotteen käyttäjän saatavilla. Luovuta tuote muiden henkilöiden käyttöön, luovuta myös sekä nämä turvallisuusohjeet että tuotteen käyttöohje. — [611, 1085, 902, 1142]
bullet-list — [253, 526, 563, 540]
